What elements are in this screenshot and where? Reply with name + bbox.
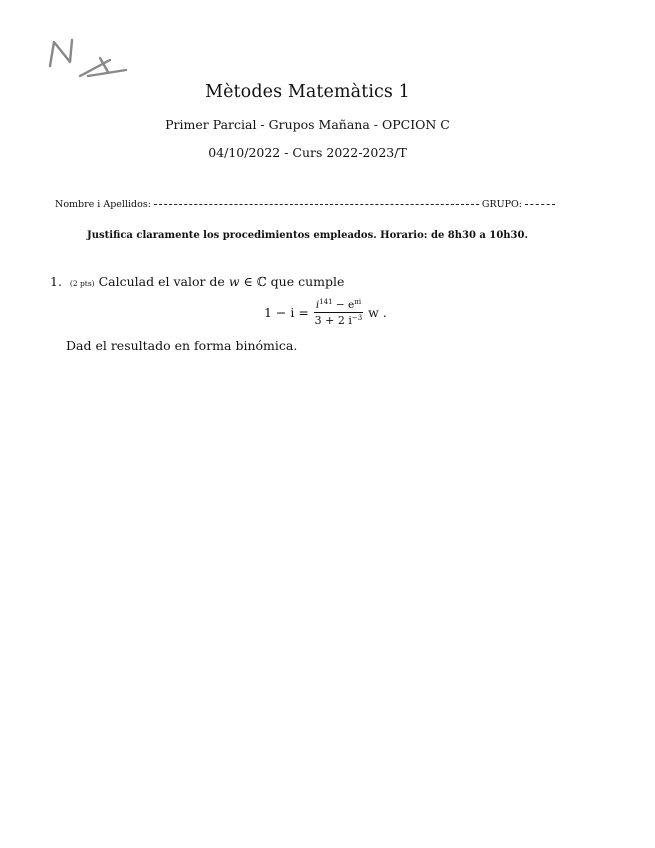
name-label: Nombre i Apellidos: bbox=[55, 199, 151, 210]
equation-fraction bbox=[314, 298, 363, 327]
question-1 bbox=[50, 274, 344, 289]
upc-logo-icon bbox=[44, 36, 134, 84]
question-equation bbox=[264, 298, 387, 327]
exam-subtitle: Primer Parcial - Grupos Mañana - OPCION C bbox=[165, 117, 450, 132]
exam-title: Mètodes Matemàtics 1 bbox=[205, 82, 410, 102]
question-variable: w bbox=[228, 274, 240, 289]
name-group-line bbox=[55, 199, 555, 210]
equation-lhs: 1 − i = bbox=[264, 305, 309, 320]
question-text-before: Calculad el valor de bbox=[98, 274, 225, 289]
group-label: GRUPO: bbox=[481, 199, 522, 210]
instructions-note: Justifica claramente los procedimientos empleados. Horario: de 8h30 a 10h30. bbox=[87, 230, 528, 241]
fraction-numerator: $i^{141} - e^{\pi i}$ bbox=[315, 298, 362, 311]
answer-instruction: Dad el resultado en forma binómica. bbox=[66, 338, 298, 353]
equation-rhs: w . bbox=[368, 305, 387, 320]
group-field[interactable] bbox=[525, 204, 555, 205]
question-number: 1. bbox=[50, 274, 62, 289]
fraction-denominator: 3 + 2 $i^{-3}$ bbox=[314, 314, 363, 327]
question-points: (2 pts) bbox=[69, 279, 95, 288]
name-field[interactable] bbox=[154, 204, 479, 205]
exam-dateline: 04/10/2022 - Curs 2022-2023/T bbox=[208, 145, 407, 160]
question-set-text: ∈ ℂ que cumple bbox=[243, 274, 345, 289]
